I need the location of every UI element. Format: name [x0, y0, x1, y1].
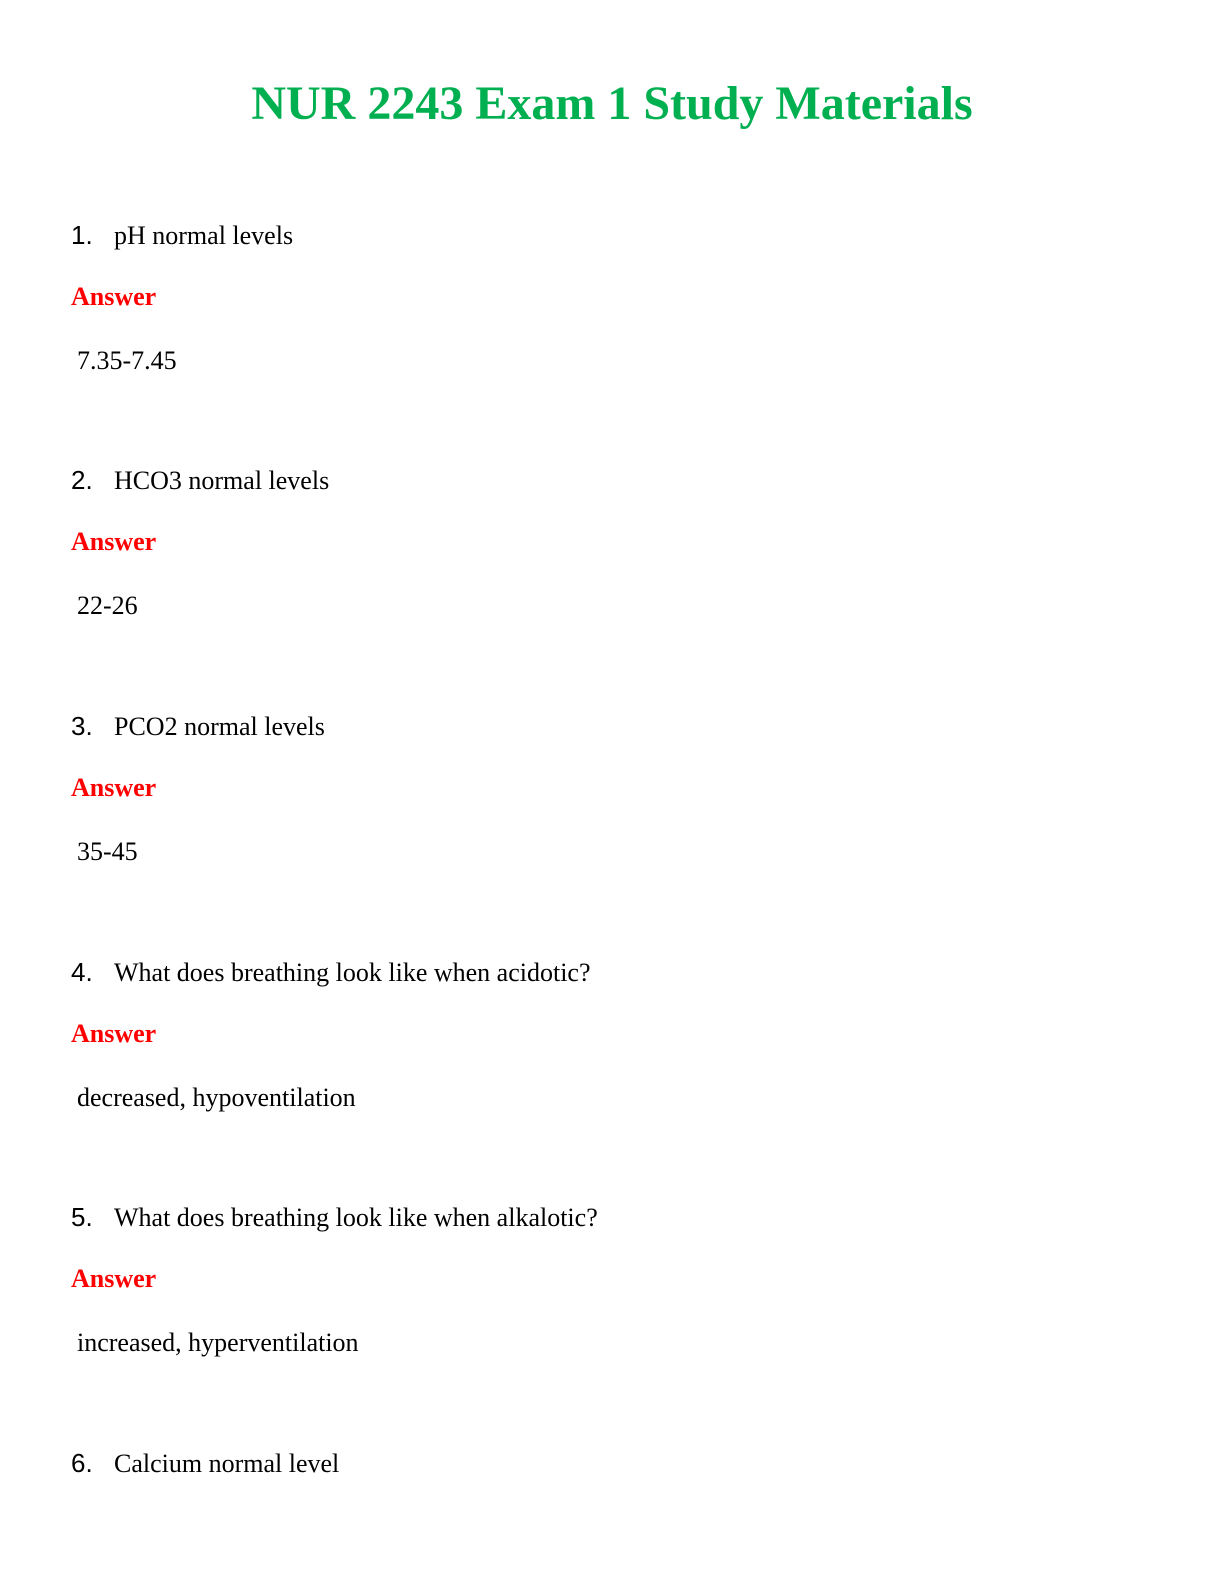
question-text: Calcium normal level [114, 1449, 340, 1478]
answer-text: increased, hyperventilation [77, 1328, 359, 1357]
answer-label: Answer [71, 1264, 157, 1293]
question [71, 956, 591, 988]
question-number: 1. [71, 220, 93, 250]
question-text: pH normal levels [114, 221, 294, 250]
answer-text: 7.35-7.45 [77, 346, 177, 375]
question-number: 2. [71, 465, 93, 495]
question [71, 710, 325, 742]
answer-label: Answer [71, 527, 157, 556]
question-text: PCO2 normal levels [114, 712, 325, 741]
answer-text: decreased, hypoventilation [77, 1083, 356, 1112]
question [71, 219, 293, 251]
question [71, 464, 329, 496]
answer-label: Answer [71, 1019, 157, 1048]
question-text: What does breathing look like when alkalotic? [114, 1203, 598, 1232]
question-number: 5. [71, 1202, 93, 1232]
answer-text: 35-45 [77, 837, 138, 866]
question-number: 3. [71, 711, 93, 741]
answer-text: 22-26 [77, 591, 138, 620]
answer-label: Answer [71, 282, 157, 311]
question-text: What does breathing look like when acidotic? [114, 958, 591, 987]
question-text: HCO3 normal levels [114, 466, 330, 495]
question [71, 1447, 339, 1479]
document-title: NUR 2243 Exam 1 Study Materials [251, 77, 973, 130]
question-number: 6. [71, 1448, 93, 1478]
question-number: 4. [71, 957, 93, 987]
question [71, 1201, 598, 1233]
answer-label: Answer [71, 773, 157, 802]
